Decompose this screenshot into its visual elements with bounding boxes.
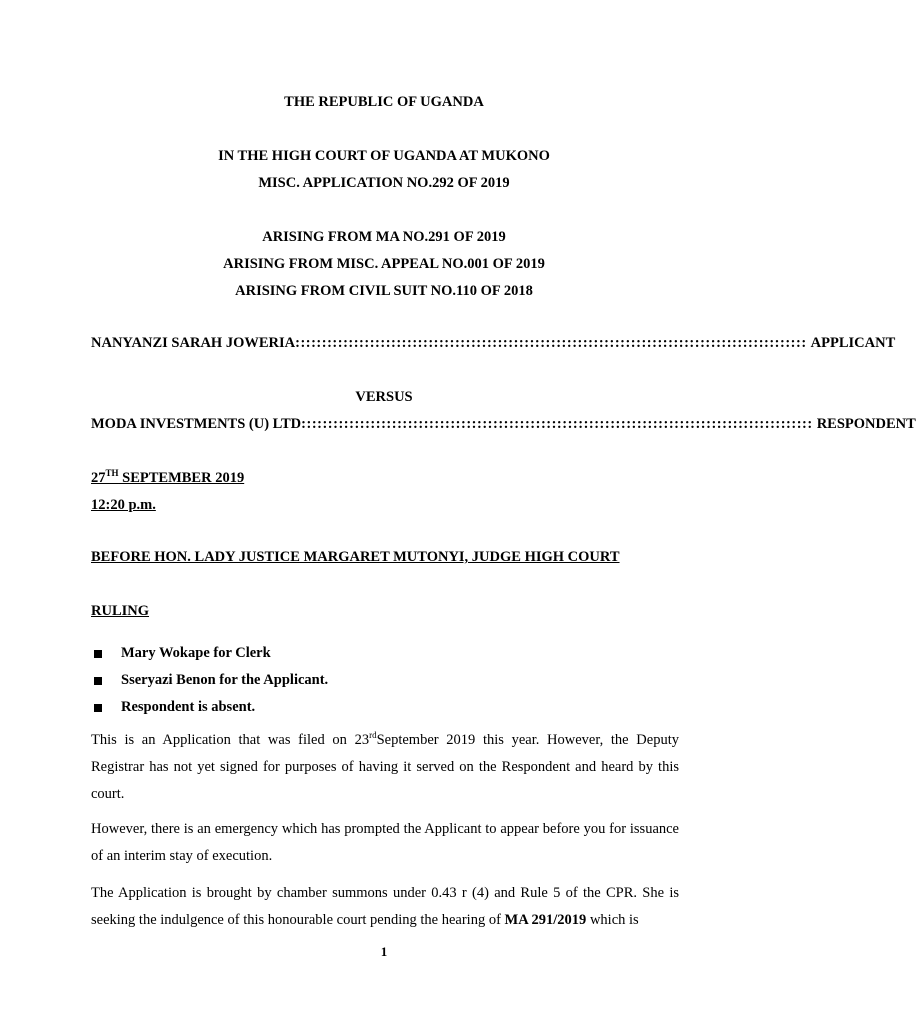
date-rest: SEPTEMBER 2019 [118, 470, 245, 486]
attendance-respondent: Respondent is absent. [121, 699, 256, 715]
list-item [91, 667, 328, 694]
arising-from-civil-suit: ARISING FROM CIVIL SUIT NO.110 OF 2018 [235, 283, 533, 299]
application-number: MISC. APPLICATION NO.292 OF 2019 [258, 175, 510, 191]
ruling-heading: RULING [91, 603, 150, 619]
page-number: 1 [380, 944, 388, 959]
versus-label: VERSUS [355, 389, 413, 405]
arising-from-ma: ARISING FROM MA NO.291 OF 2019 [262, 229, 506, 245]
before-judge: BEFORE HON. LADY JUSTICE MARGARET MUTONYI, JUDGE HIGH COURT [91, 549, 620, 565]
paragraph-emergency: However, there is an emergency which has prompted the Applicant to appear before you for issuance of an interim stay of execution. [91, 821, 679, 864]
paragraph-filing-text-b: September 2019 this year. However, the Deputy Registrar has not yet signed for purposes of having it served on the Respondent and heard by this court. [91, 732, 679, 802]
attendance-applicant-counsel: Sseryazi Benon for the Applicant. [121, 672, 329, 688]
respondent-dots: :::::::::::::::::::::::::::::::::::::::::::::::::::::::::::::::::::::::::::::::::::::::::::::::: [301, 416, 813, 432]
bullet-icon [94, 704, 102, 712]
paragraph-filing [91, 727, 679, 808]
paragraph-application-text-b: which is [586, 912, 639, 928]
applicant-line [91, 335, 896, 352]
applicant-dots: :::::::::::::::::::::::::::::::::::::::::::::::::::::::::::::::::::::::::::::::::::::::::::::::: [295, 335, 807, 351]
date-day: 27 [91, 470, 106, 486]
hearing-time: 12:20 p.m. [91, 497, 156, 513]
respondent-line [91, 416, 916, 433]
paragraph-filing-text-a: This is an Application that was filed on 23 [91, 732, 370, 748]
applicant-role: APPLICANT [810, 335, 896, 351]
arising-from-appeal: ARISING FROM MISC. APPEAL NO.001 OF 2019 [223, 256, 545, 272]
bullet-icon [94, 650, 102, 658]
paragraph-application [91, 880, 679, 934]
list-item [91, 640, 328, 667]
bullet-icon [94, 677, 102, 685]
attendance-list [91, 640, 328, 721]
date-day-suffix: TH [105, 468, 119, 479]
respondent-name: MODA INVESTMENTS (U) LTD [91, 416, 302, 432]
hearing-date [91, 470, 244, 487]
paragraph-filing-sup: rd [369, 730, 377, 741]
paragraph-application-case-ref: MA 291/2019 [504, 912, 587, 928]
attendance-clerk: Mary Wokape for Clerk [121, 645, 271, 661]
applicant-name: NANYANZI SARAH JOWERIA [91, 335, 296, 351]
court-heading: IN THE HIGH COURT OF UGANDA AT MUKONO [218, 148, 550, 164]
republic-heading: THE REPUBLIC OF UGANDA [284, 94, 484, 110]
paragraph-application-text-a: The Application is brought by chamber summons under 0.43 r (4) and Rule 5 of the CPR. She is seeking the indulgence of this honourable court pending the hearing of [91, 885, 679, 928]
respondent-role: RESPONDENT [816, 416, 916, 432]
list-item [91, 694, 328, 721]
